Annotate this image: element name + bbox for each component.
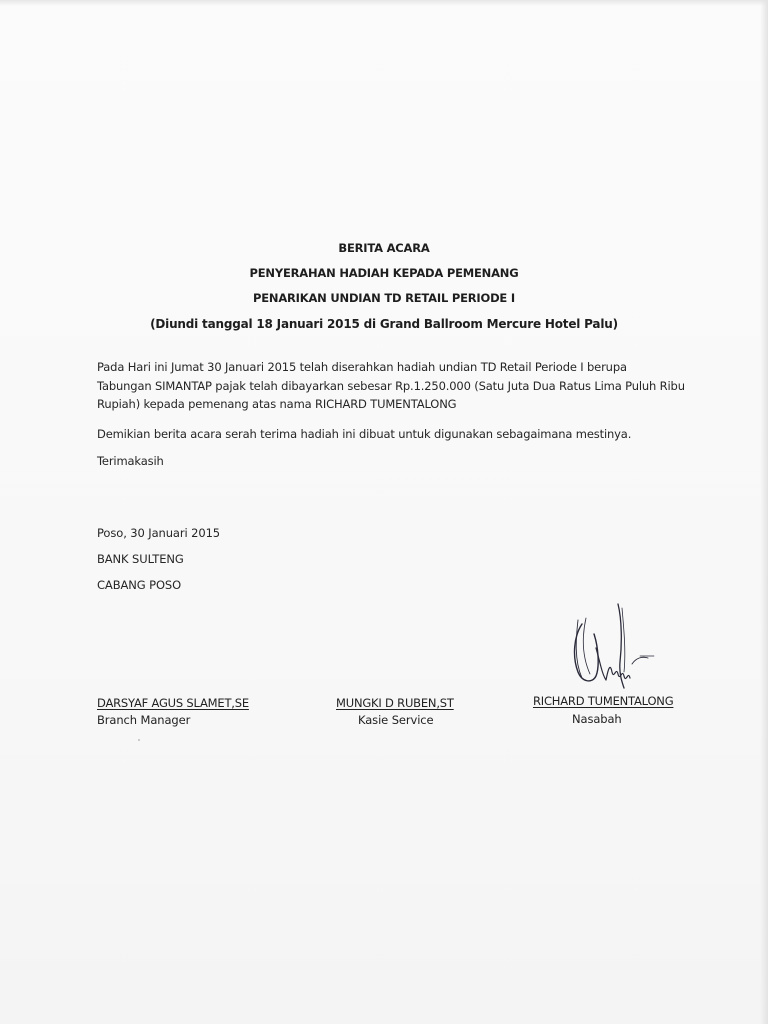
title-penarikan-undian: PENARIKAN UNDIAN TD RETAIL PERIODE I	[253, 291, 515, 305]
signatory-role-nasabah: Nasabah	[572, 712, 622, 726]
branch-name: CABANG POSO	[97, 578, 182, 592]
title-berita-acara: BERITA ACARA	[338, 241, 430, 255]
signatory-name-nasabah: RICHARD TUMENTALONG	[533, 694, 674, 708]
paragraph-main-line-3: Rupiah) kepada pemenang atas nama RICHARD TUMENTALONG	[97, 397, 457, 411]
place-date: Poso, 30 Januari 2015	[97, 526, 220, 540]
signatory-role-kasie-service: Kasie Service	[358, 713, 434, 727]
title-diundi-tanggal: (Diundi tanggal 18 Januari 2015 di Grand Ballroom Mercure Hotel Palu)	[150, 317, 618, 331]
scan-speck	[138, 739, 140, 741]
signatory-name-kasie-service: MUNGKI D RUBEN,ST	[336, 696, 454, 710]
paragraph-terimakasih: Terimakasih	[97, 454, 164, 468]
title-penyerahan-hadiah: PENYERAHAN HADIAH KEPADA PEMENANG	[249, 266, 519, 280]
paragraph-main-line-2: Tabungan SIMANTAP pajak telah dibayarkan sebesar Rp.1.250.000 (Satu Juta Dua Ratus Lima Puluh Ribu	[97, 378, 685, 393]
bank-name: BANK SULTENG	[97, 552, 184, 566]
paragraph-demikian: Demikian berita acara serah terima hadiah ini dibuat untuk digunakan sebagaimana mestinya.	[97, 427, 632, 441]
paragraph-main-line-1: Pada Hari ini Jumat 30 Januari 2015 telah diserahkan hadiah undian TD Retail Periode I berupa	[97, 360, 627, 374]
handwritten-signature-icon	[556, 590, 666, 700]
scan-edge-right	[760, 0, 768, 1024]
paragraph-main	[97, 358, 687, 414]
signatory-role-branch-manager: Branch Manager	[97, 713, 191, 727]
signatory-name-branch-manager: DARSYAF AGUS SLAMET,SE	[97, 696, 249, 710]
scan-edge-top	[0, 0, 768, 6]
